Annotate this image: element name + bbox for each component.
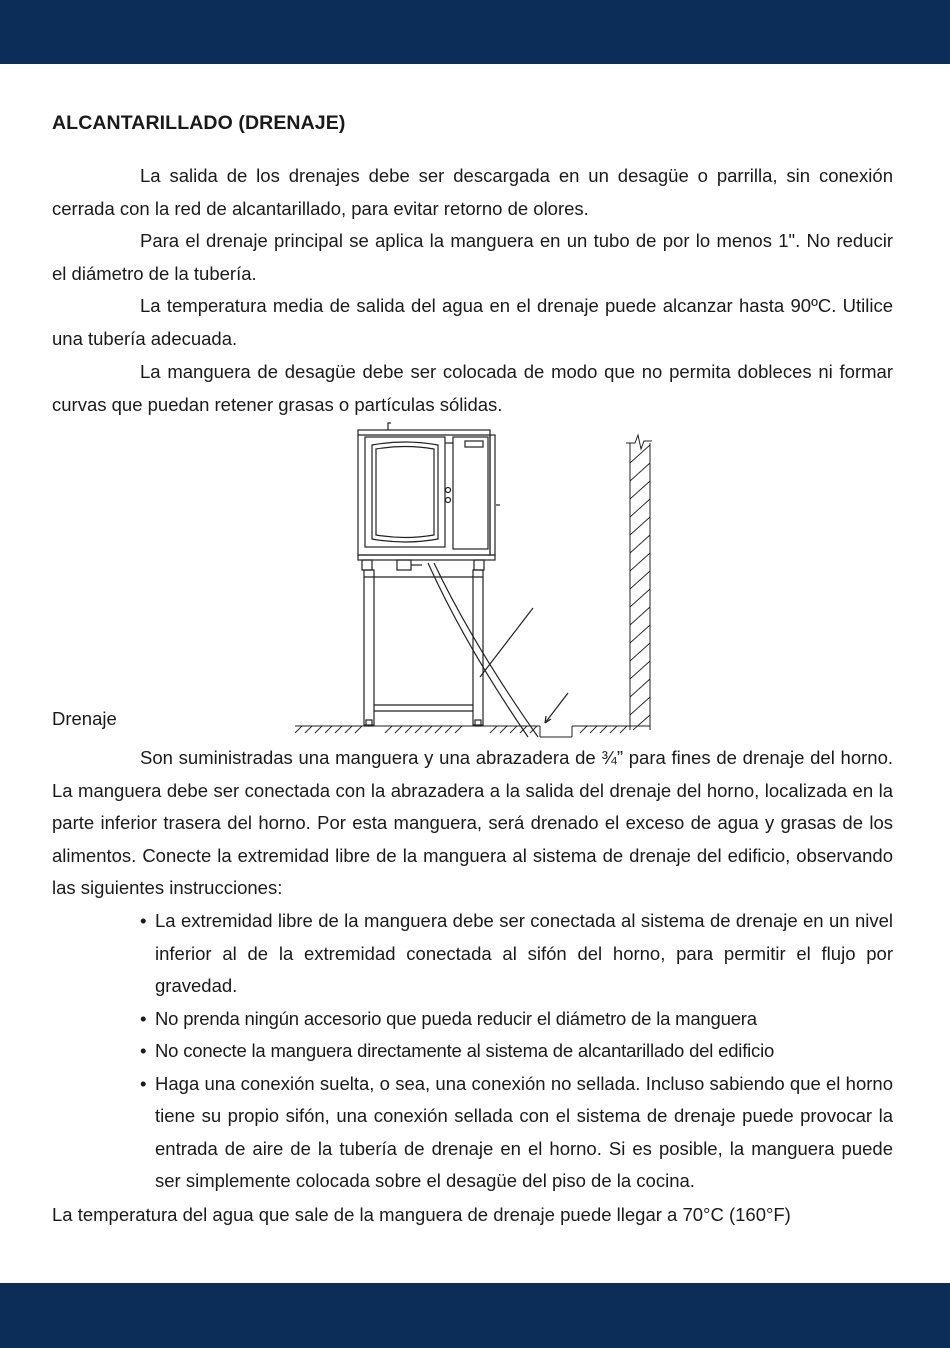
list-item: • Haga una conexión suelta, o sea, una conexión no sellada. Incluso sabiendo que el horno tiene su propio sifón, una conexión sellada con el sistema de drenaje puede provocar la entrada de aire de la tubería de drenaje en el horno. Si es posible, la manguera puede ser simplemente colocada sobre el desagüe del piso de la cocina. [140,1068,893,1198]
oven-drain-diagram [290,415,670,745]
drain-paragraph: Son suministradas una manguera y una abrazadera de ¾” para fines de drenaje del horno. La manguera debe ser conectada con la abrazadera a la salida del drenaje del horno, localizada en la parte inferior trasera del horno. Por esta manguera, será drenado el exceso de agua y grasas de los alimentos. Conecte la extremidad libre de la manguera al sistema de drenaje del edificio, observando las siguientes instrucciones: [52,747,893,898]
oven-door [365,437,445,547]
wall [626,435,652,730]
pointer-lines [480,608,568,723]
oven-stand [362,560,484,726]
header-band [0,0,950,64]
paragraph-1: La salida de los drenajes debe ser descargada en un desagüe o parrilla, sin conexión cerrada con la red de alcantarillado, para evitar retorno de olores. [52,165,893,219]
list-item: • No prenda ningún accesorio que pueda reducir el diámetro de la manguera [140,1003,893,1036]
paragraph-2: Para el drenaje principal se aplica la manguera en un tubo de por lo menos 1". No reducir el diámetro de la tubería. [52,230,893,284]
list-item: • No conecte la manguera directamente al sistema de alcantarillado del edificio [140,1035,893,1068]
instruction-list [140,905,893,1198]
footer-band [0,1283,950,1348]
oven-side-panel [490,435,495,555]
control-panel [453,437,488,549]
section-title: ALCANTARILLADO (DRENAJE) [52,112,346,134]
floor [295,726,650,737]
figure-label: Drenaje [52,708,117,729]
list-item: • La extremidad libre de la manguera debe ser conectada al sistema de drenaje en un nivel inferior al de la extremidad conectada al sifón del horno, para permitir el flujo por gravedad. [140,905,893,1003]
oven-window [372,442,438,542]
closing-paragraph: La temperatura del agua que sale de la manguera de drenaje puede llegar a 70°C (160°F) [52,1204,791,1225]
paragraph-3: La temperatura media de salida del agua en el drenaje puede alcanzar hasta 90ºC. Utilice una tubería adecuada. [52,295,893,349]
paragraph-4: La manguera de desagüe debe ser colocada de modo que no permita dobleces ni formar curvas que puedan retener grasas o partículas sólidas. [52,361,893,415]
